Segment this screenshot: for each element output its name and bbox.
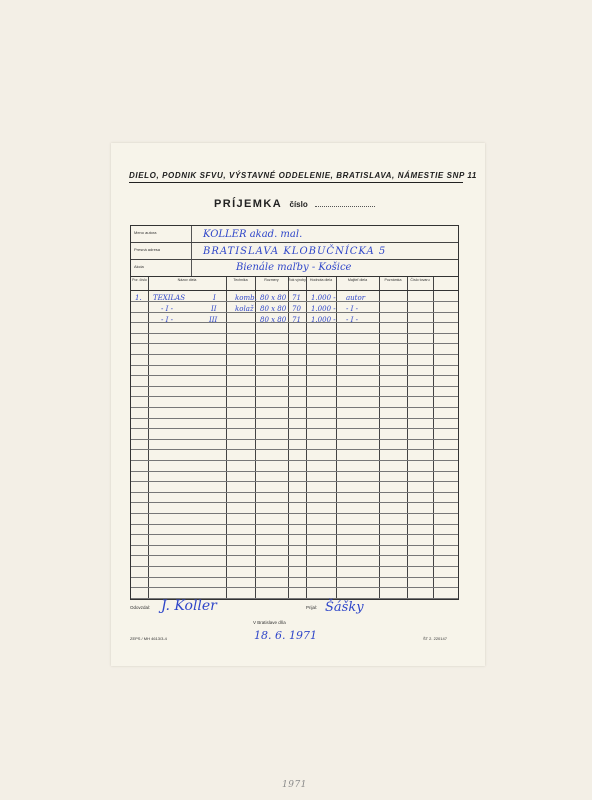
address-label: Presná adresa xyxy=(134,247,161,252)
row-rule xyxy=(131,534,458,535)
entry-technique: kolaž xyxy=(235,305,254,313)
row-rule xyxy=(131,481,458,482)
col-header-dimensions: Rozmery xyxy=(264,278,279,282)
entry-owner: - I - xyxy=(346,305,358,313)
row-rule xyxy=(131,513,458,514)
receipt-form xyxy=(111,143,485,666)
place-label: V Bratislave dňa xyxy=(253,620,286,625)
event-value: Bienále maľby - Košice xyxy=(236,262,352,273)
entry-owner: - I - xyxy=(346,316,358,324)
row-rule xyxy=(131,492,458,493)
col-header-goods-number: Číslo tovaru xyxy=(410,278,430,282)
form-table xyxy=(130,225,459,600)
col-header-year: Rok výroby xyxy=(288,278,306,282)
signature-left: J. Koller xyxy=(161,598,217,614)
row-rule xyxy=(131,577,458,578)
title-main: PRÍJEMKA xyxy=(214,198,283,210)
row-rule xyxy=(131,386,458,387)
entry-number: 1. xyxy=(135,294,142,302)
entry-owner: autor xyxy=(346,294,366,302)
row-rule xyxy=(131,545,458,546)
entry-value: 1.000 - xyxy=(311,316,336,324)
row-rule xyxy=(131,471,458,472)
entry-year: 70 xyxy=(292,305,301,313)
entry-dimensions: 80 x 80 xyxy=(260,294,287,302)
row-rule xyxy=(131,460,458,461)
row-rule xyxy=(131,407,458,408)
row-rule xyxy=(131,566,458,567)
signature-right: Šášky xyxy=(325,600,364,615)
address-value: BRATISLAVA KLOBUČNÍCKA 5 xyxy=(203,246,387,257)
entry-roman: II xyxy=(211,305,217,313)
row-rule xyxy=(131,333,458,334)
handed-over-label: Odovzdal: xyxy=(130,605,151,610)
col-header-owner: Majiteľ diela xyxy=(347,278,368,282)
date-value: 18. 6. 1971 xyxy=(254,629,317,642)
author-value: KOLLER akad. mal. xyxy=(203,229,303,240)
col-header-title: Názov diela xyxy=(177,278,197,282)
entry-title: - I - xyxy=(161,316,173,324)
entry-roman: III xyxy=(209,316,218,324)
row-rule xyxy=(131,524,458,525)
entry-roman: I xyxy=(213,294,216,302)
row-rule xyxy=(131,365,458,366)
col-header-technique: Technika xyxy=(233,278,248,282)
print-code-right: ŠT 2. 220147 xyxy=(423,636,447,641)
pencil-year: 1971 xyxy=(282,780,307,790)
entry-title: TEXILAS xyxy=(153,294,186,302)
address-row xyxy=(131,243,458,260)
title-suffix: číslo xyxy=(289,200,308,209)
event-row xyxy=(131,260,458,277)
row-rule xyxy=(131,428,458,429)
row-rule xyxy=(131,375,458,376)
number-blank xyxy=(315,206,375,207)
entry-title: - I - xyxy=(161,305,173,313)
row-rule xyxy=(131,396,458,397)
row-rule xyxy=(131,354,458,355)
event-label: Akcia xyxy=(134,264,144,269)
received-label: Prijal: xyxy=(306,605,318,610)
entry-year: 71 xyxy=(292,316,301,324)
entry-dimensions: 80 x 80 xyxy=(260,305,287,313)
row-rule xyxy=(131,502,458,503)
row-rule xyxy=(131,439,458,440)
entry-year: 71 xyxy=(292,294,301,302)
entry-value: 1.000 - xyxy=(311,305,336,313)
row-rule xyxy=(131,587,458,588)
entry-value: 1.000 - xyxy=(311,294,336,302)
col-header-number: Por. číslo xyxy=(132,278,147,282)
print-code-left: ZEPS / MH 4613/3-4 xyxy=(130,636,167,641)
col-header-note: Poznámka xyxy=(384,278,402,282)
author-label: Meno autora xyxy=(134,230,157,235)
form-title xyxy=(214,194,375,212)
col-header-value: Hodnota diela xyxy=(309,278,333,282)
entry-dimensions: 80 x 80 xyxy=(260,316,287,324)
row-rule xyxy=(131,418,458,419)
company-header: DIELO, PODNIK SFVU, VÝSTAVNÉ ODDELENIE, BRATISLAVA, NÁMESTIE SNP 11 xyxy=(129,171,463,183)
row-rule xyxy=(131,343,458,344)
entry-technique: komb. xyxy=(235,294,257,302)
row-rule xyxy=(131,555,458,556)
row-rule xyxy=(131,449,458,450)
author-row xyxy=(131,226,458,243)
